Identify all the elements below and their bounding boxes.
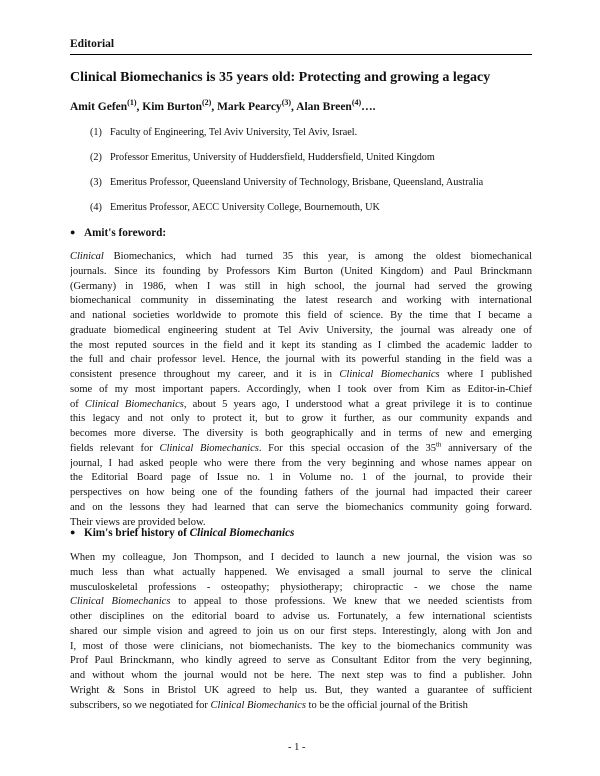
- author-name: Mark Pearcy$^{(3)}$: [217, 98, 292, 113]
- text-line: Clinical Biomechanics to appeal to those professions. We knew that we needed scientists from: [70, 596, 532, 608]
- text-line: this legacy and not only to protect it, but to grow it further, as our community expands and: [70, 413, 532, 425]
- text-line: I, most of those were clinicians, not biomechanists. The key to the biomechanics community was: [70, 640, 532, 652]
- bullet-icon: ●: [70, 527, 76, 537]
- text-line: becomes more diverse. The diversity is both geographically and in terms of new and emerging: [70, 428, 532, 439]
- page-number: - 1 -: [288, 742, 306, 753]
- text-line: consistent presence throughout my career, and it is in Clinical Biomechanics where I published: [70, 369, 532, 380]
- affiliation-1: (1) Faculty of Engineering, Tel Aviv University, Tel Aviv, Israel.: [90, 127, 358, 138]
- section-heading-foreword: ● Amit's foreword:: [70, 227, 167, 239]
- text-line: journal, I had asked people who were there from the very beginning and whose names appear on: [70, 457, 532, 469]
- text-line: musculoskeletal professions - osteopathy; physiotherapy; chiropractic - we chose the name: [70, 581, 532, 593]
- text-line: Their views are provided below.: [70, 516, 206, 528]
- foreword-paragraph: [70, 250, 532, 530]
- text-line: some of my most important papers. Accordingly, when I took over from Kim as Editor-in-Chief: [70, 383, 532, 395]
- author-list: Amit Gefen$^{(1)}$, Kim Burton$^{(2)}$, Mark Pearcy$^{(3)}$, Alan Breen$^{(4)}$….: [70, 98, 376, 113]
- history-paragraph: [70, 551, 532, 713]
- affiliation-4: (4) Emeritus Professor, AECC University College, Bournemouth, UK: [90, 202, 380, 213]
- author-name: Amit Gefen$^{(1)}$: [70, 98, 137, 113]
- text-line: and national societies worldwide to promote this field of science. By the time that I became a: [70, 310, 532, 321]
- text-line: graduate biomedical engineering student at Tel Aviv University, the journal was already one of: [70, 324, 532, 336]
- text-line: shared our simple vision and agreed to join us on our first steps. Interestingly, along with Jon and: [70, 625, 532, 637]
- text-line: the Editorial Board page of Issue no. 1 in Volume no. 1 of the journal, to provide their: [70, 472, 532, 484]
- text-line: the most reputed sources in the field and it kept its standing as I climbed the academic ladder to: [70, 339, 532, 351]
- section-heading-history: ● Kim's brief history of Clinical Biomechanics: [70, 527, 295, 539]
- author-name: Alan Breen$^{(4)}$: [296, 98, 362, 113]
- text-line: and without whom the journal would not be here. The next step was to find a publisher. John: [70, 670, 532, 681]
- text-line: Wright & Sons in Bristol UK agreed to help us. But, they wanted a guarantee of sufficient: [70, 684, 532, 696]
- affiliation-3: (3) Emeritus Professor, Queensland University of Technology, Brisbane, Queensland, Australia: [90, 177, 484, 188]
- text-line: Clinical Biomechanics, which had turned 35 this year, is among the oldest biomechanical: [70, 251, 532, 262]
- text-line: (Germany) in 1986, when I was still in high school, the journal had served the growing: [70, 280, 532, 292]
- text-line: of Clinical Biomechanics, about 5 years ago, I understood what a great privilege it is to continue: [70, 398, 532, 410]
- header-rule: [70, 54, 532, 55]
- text-line: subscribers, so we negotiated for Clinical Biomechanics to be the official journal of the British: [70, 699, 468, 711]
- text-line: journals. Since its founding by Professors Kim Burton (United Kingdom) and Paul Brinckmann: [70, 265, 532, 277]
- text-line: When my colleague, Jon Thompson, and I decided to launch a new journal, the vision was so: [70, 552, 532, 563]
- text-line: and on the lessons they had learned that can serve the biomechanics community going forward.: [70, 501, 532, 513]
- author-name: Kim Burton$^{(2)}$: [142, 98, 212, 113]
- article-title: Clinical Biomechanics is 35 years old: Protecting and growing a legacy: [70, 70, 491, 85]
- running-header: Editorial: [70, 38, 115, 50]
- bullet-icon: ●: [70, 227, 76, 237]
- text-line: fields relevant for Clinical Biomechanics. For this special occasion of the 35th anniversary of the: [70, 441, 532, 454]
- affiliation-2: (2) Professor Emeritus, University of Huddersfield, Huddersfield, United Kingdom: [90, 152, 435, 163]
- text-line: much less than what actually happened. We envisaged a small journal to serve the clinical: [70, 566, 532, 578]
- text-line: other disciplines on the editorial board to advise us. Fortunately, a few international scientists: [70, 611, 532, 622]
- text-line: perspectives on how being one of the founding fathers of the journal had impacted their career: [70, 487, 532, 498]
- text-line: biomechanical community in disseminating the latest research and working with international: [70, 295, 532, 307]
- text-line: Prof Paul Brinckmann, who kindly agreed to serve as Consultant Editor from the very beginning,: [70, 655, 532, 667]
- text-line: the full and chair professor level. Hence, the journal with its powerful standing in the field was a: [70, 354, 532, 366]
